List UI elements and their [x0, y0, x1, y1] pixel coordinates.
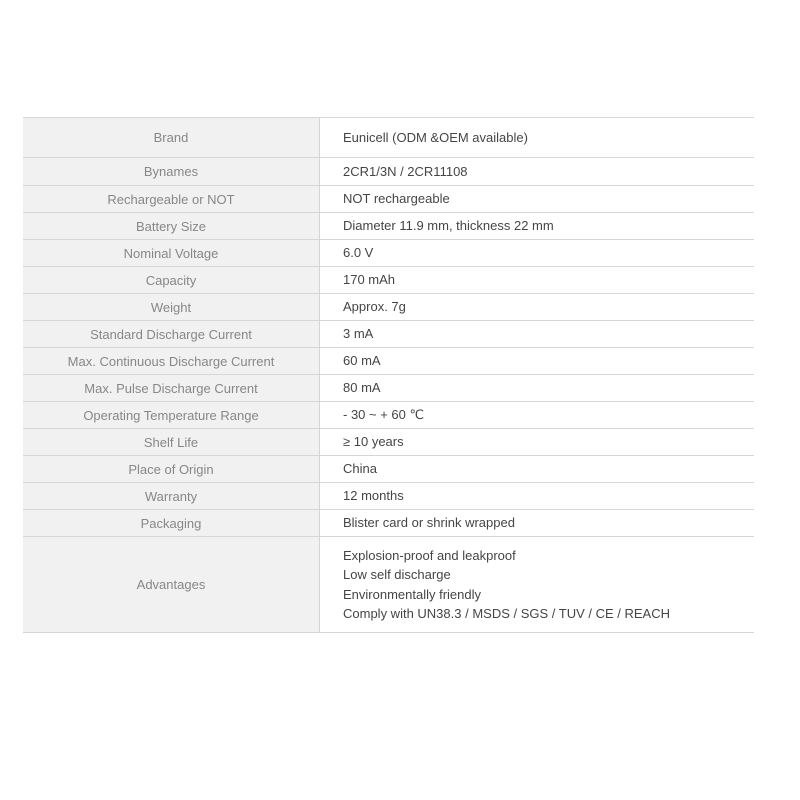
table-row [23, 213, 754, 240]
spec-value-line: Environmentally friendly [343, 586, 482, 602]
table-row [23, 375, 754, 402]
table-row [23, 510, 754, 537]
spec-value-line: 3 mA [343, 326, 374, 342]
spec-value [320, 294, 755, 321]
spec-value-line: Comply with UN38.3 / MSDS / SGS / TUV / CE / REACH [343, 606, 671, 621]
spec-value [320, 186, 755, 213]
spec-value [320, 267, 755, 294]
spec-value [320, 240, 755, 267]
table-row [23, 118, 754, 158]
spec-value [320, 321, 755, 348]
spec-value [320, 402, 755, 429]
spec-value [320, 537, 755, 633]
spec-value-line: Low self discharge [343, 567, 451, 582]
spec-value-line: 12 months [343, 488, 404, 504]
spec-label: Standard Discharge Current [23, 321, 320, 348]
spec-value-line: 2CR1/3N / 2CR11108 [343, 163, 468, 179]
spec-value-line: 60 mA [343, 353, 381, 369]
spec-value-line: Blister card or shrink wrapped [343, 515, 515, 531]
table-row [23, 348, 754, 375]
table-row [23, 240, 754, 267]
table-row [23, 483, 754, 510]
spec-label: Capacity [23, 267, 320, 294]
table-row [23, 429, 754, 456]
spec-value-line: ≥ 10 years [343, 434, 404, 450]
spec-label: Packaging [23, 510, 320, 537]
spec-value [320, 348, 755, 375]
spec-label: Bynames [23, 158, 320, 186]
spec-table-body [23, 118, 754, 633]
spec-value [320, 510, 755, 537]
spec-value-line: 6.0 V [343, 245, 374, 261]
spec-value-line: NOT rechargeable [343, 191, 450, 207]
table-row [23, 267, 754, 294]
spec-label: Max. Continuous Discharge Current [23, 348, 320, 375]
spec-label: Max. Pulse Discharge Current [23, 375, 320, 402]
spec-value-line: Eunicell (ODM &OEM available) [343, 129, 528, 145]
spec-label: Weight [23, 294, 320, 321]
table-row [23, 158, 754, 186]
spec-label: Advantages [23, 537, 320, 633]
spec-value [320, 118, 755, 158]
spec-value [320, 158, 755, 186]
spec-value [320, 483, 755, 510]
spec-value [320, 375, 755, 402]
spec-label: Operating Temperature Range [23, 402, 320, 429]
spec-label: Warranty [23, 483, 320, 510]
table-row [23, 186, 754, 213]
spec-value-line: Explosion-proof and leakproof [343, 547, 516, 563]
table-row [23, 537, 754, 633]
spec-table [23, 117, 754, 633]
spec-label: Nominal Voltage [23, 240, 320, 267]
table-row [23, 321, 754, 348]
spec-label: Brand [23, 118, 320, 158]
spec-value [320, 429, 755, 456]
spec-value-line: 80 mA [343, 380, 381, 396]
spec-value-line: 170 mAh [343, 272, 396, 288]
spec-label: Place of Origin [23, 456, 320, 483]
table-row [23, 456, 754, 483]
spec-value [320, 456, 755, 483]
spec-value-line: Approx. 7g [343, 299, 406, 315]
spec-label: Shelf Life [23, 429, 320, 456]
spec-value-line: Diameter 11.9 mm, thickness 22 mm [343, 218, 554, 234]
table-row [23, 294, 754, 321]
spec-value-line: - 30 ~ + 60 ℃ [343, 407, 425, 423]
table-row [23, 402, 754, 429]
spec-label: Rechargeable or NOT [23, 186, 320, 213]
spec-value-line: China [343, 461, 377, 477]
spec-value [320, 213, 755, 240]
spec-label: Battery Size [23, 213, 320, 240]
